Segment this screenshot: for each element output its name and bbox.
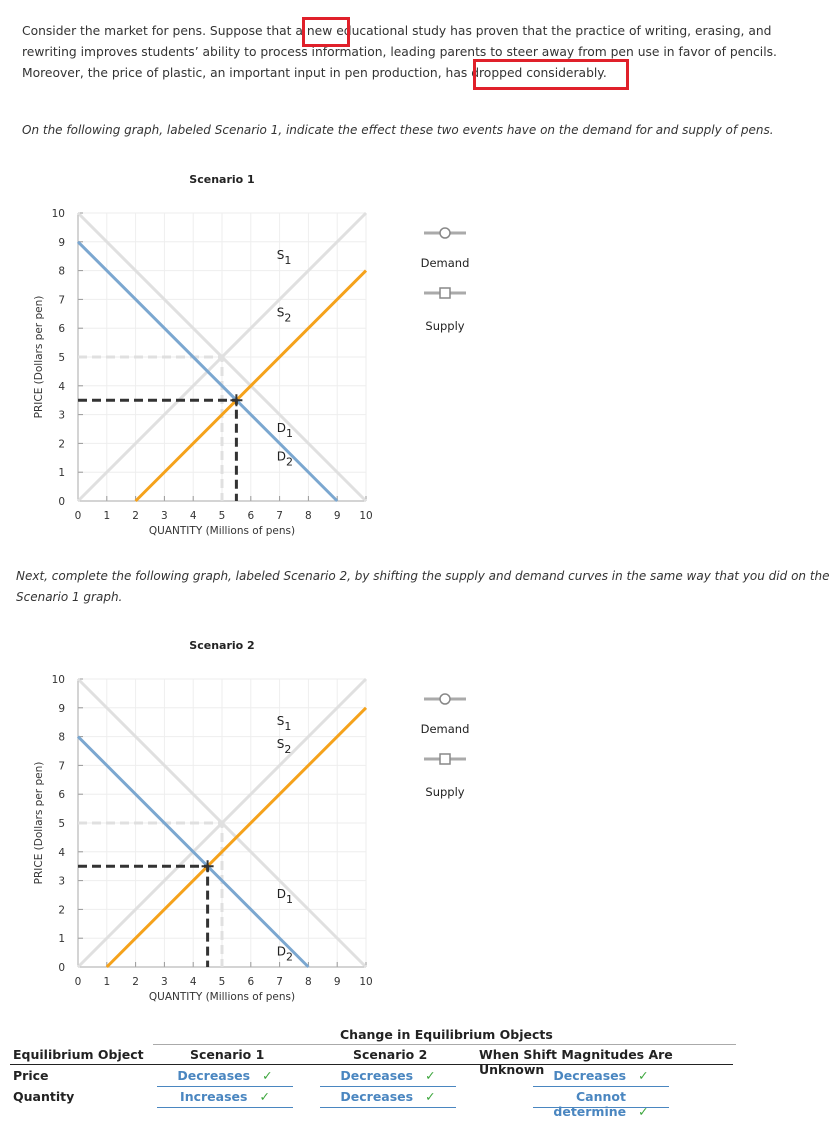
x-tick-label: 4 (189, 976, 197, 988)
y-axis-label: PRICE (Dollars per pen) (33, 295, 45, 419)
header-object: Equilibrium Object (13, 1047, 144, 1062)
x-tick-label: 4 (189, 510, 197, 522)
y-tick-label: 1 (58, 467, 65, 480)
answer-dropdown[interactable] (533, 1089, 669, 1119)
answer-value: Decreases (340, 1089, 414, 1104)
intro-line-1: Consider the market for pens. Suppose that a new educational study has proven that the practice of writing, erasing, and (22, 24, 772, 38)
instruction-2-cont: Scenario 1 graph. (16, 590, 123, 604)
legend-supply-square-icon (440, 288, 450, 298)
group-header: Change in Equilibrium Objects (340, 1027, 553, 1042)
checkmark-icon: ✓ (259, 1089, 270, 1104)
y-tick-label: 6 (58, 323, 65, 336)
x-tick-label: 10 (359, 976, 373, 988)
legend-demand-label: Demand (420, 722, 470, 736)
new-equilibrium-dashes (78, 400, 236, 501)
x-tick-label: 1 (103, 976, 111, 988)
y-tick-label: 9 (58, 236, 65, 249)
answer-dropdown[interactable] (320, 1089, 456, 1108)
y-tick-label: 10 (51, 674, 65, 686)
y-tick-label: 7 (58, 760, 65, 773)
y-tick-label: 3 (58, 409, 65, 422)
header-scenario-1: Scenario 1 (190, 1047, 265, 1062)
y-axis-label: PRICE (Dollars per pen) (33, 761, 45, 885)
x-tick-label: 5 (218, 510, 226, 522)
y-tick-label: 3 (58, 875, 65, 888)
y-tick-label: 2 (58, 438, 65, 451)
y-tick-label: 8 (58, 731, 65, 744)
x-tick-label: 0 (74, 976, 82, 988)
curve-label-d2: D2 (276, 449, 293, 469)
y-tick-label: 2 (58, 904, 65, 917)
curve-label-s2: S2 (276, 737, 292, 757)
curve-label-d1: D1 (276, 886, 293, 906)
y-tick-label: 4 (58, 380, 65, 393)
x-axis-label: QUANTITY (Millions of pens) (148, 525, 296, 537)
x-axis-label: QUANTITY (Millions of pens) (148, 991, 296, 1003)
legend-demand-circle-icon (440, 228, 450, 238)
x-tick-label: 8 (305, 510, 312, 522)
instruction-1: On the following graph, labeled Scenario 1, indicate the effect these two events have on the demand for and supply of pens. (22, 123, 774, 137)
checkmark-icon: ✓ (262, 1068, 273, 1083)
x-tick-label: 1 (103, 510, 111, 522)
y-tick-label: 5 (58, 352, 65, 364)
checkmark-icon: ✓ (638, 1068, 649, 1083)
legend-supply-label: Supply (425, 319, 465, 333)
instruction-2: Next, complete the following graph, labeled Scenario 2, by shifting the supply and demand curves in the same way that you did on the (16, 569, 830, 583)
checkmark-icon: ✓ (638, 1104, 649, 1119)
x-tick-label: 9 (333, 976, 341, 988)
y-tick-label: 5 (58, 818, 65, 830)
answer-dropdown[interactable] (533, 1068, 669, 1087)
new-equilibrium-dashes (78, 866, 208, 967)
intro-line-2: rewriting improves students’ ability to process information, leading parents to steer away from pen use in favor of pencils. (22, 45, 777, 59)
curve-label-s2: S2 (276, 305, 292, 325)
row-label-quantity: Quantity (13, 1089, 75, 1104)
y-tick-label: 8 (58, 265, 65, 278)
y-tick-label: 6 (58, 789, 65, 802)
x-tick-label: 0 (74, 510, 82, 522)
x-tick-label: 10 (359, 510, 373, 522)
curve-label-d2: D2 (276, 944, 293, 964)
x-tick-label: 6 (247, 976, 255, 988)
x-tick-label: 5 (218, 976, 226, 988)
y-tick-label: 10 (51, 208, 65, 220)
answer-value: Cannot determine (553, 1089, 627, 1119)
chart-title: Scenario 2 (189, 639, 255, 652)
answer-value: Decreases (177, 1068, 251, 1083)
legend-supply-square-icon (440, 754, 450, 764)
x-tick-label: 7 (276, 976, 283, 988)
curve-label-d1: D1 (276, 420, 293, 440)
answer-dropdown[interactable] (157, 1089, 293, 1108)
y-tick-label: 0 (58, 496, 65, 508)
chart-title: Scenario 1 (189, 173, 255, 186)
legend-supply-label: Supply (425, 785, 465, 799)
curve-label-s1: S1 (276, 248, 292, 268)
y-tick-label: 9 (58, 702, 65, 715)
legend-demand-circle-icon (440, 694, 450, 704)
x-tick-label: 8 (305, 976, 312, 988)
answer-value: Decreases (553, 1068, 627, 1083)
x-tick-label: 9 (333, 510, 341, 522)
answer-dropdown[interactable] (320, 1068, 456, 1087)
answer-value: Decreases (340, 1068, 414, 1083)
answer-value: Increases (180, 1089, 248, 1104)
curve-label-s1: S1 (276, 714, 292, 734)
checkmark-icon: ✓ (425, 1068, 436, 1083)
x-tick-label: 2 (132, 976, 139, 988)
x-tick-label: 3 (161, 976, 168, 988)
x-tick-label: 3 (161, 510, 168, 522)
y-tick-label: 7 (58, 294, 65, 307)
checkmark-icon: ✓ (425, 1089, 436, 1104)
y-tick-label: 1 (58, 933, 65, 946)
x-tick-label: 6 (247, 510, 255, 522)
legend-demand-label: Demand (420, 256, 470, 270)
row-label-price: Price (13, 1068, 49, 1083)
x-tick-label: 2 (132, 510, 139, 522)
x-tick-label: 7 (276, 510, 283, 522)
answer-dropdown[interactable] (157, 1068, 293, 1087)
header-scenario-2: Scenario 2 (353, 1047, 428, 1062)
y-tick-label: 0 (58, 962, 65, 974)
header-unknown: When Shift Magnitudes Are Unknown (479, 1047, 673, 1077)
y-tick-label: 4 (58, 846, 65, 859)
intro-line-3: Moreover, the price of plastic, an important input in pen production, has dropped considerably. (22, 66, 607, 80)
